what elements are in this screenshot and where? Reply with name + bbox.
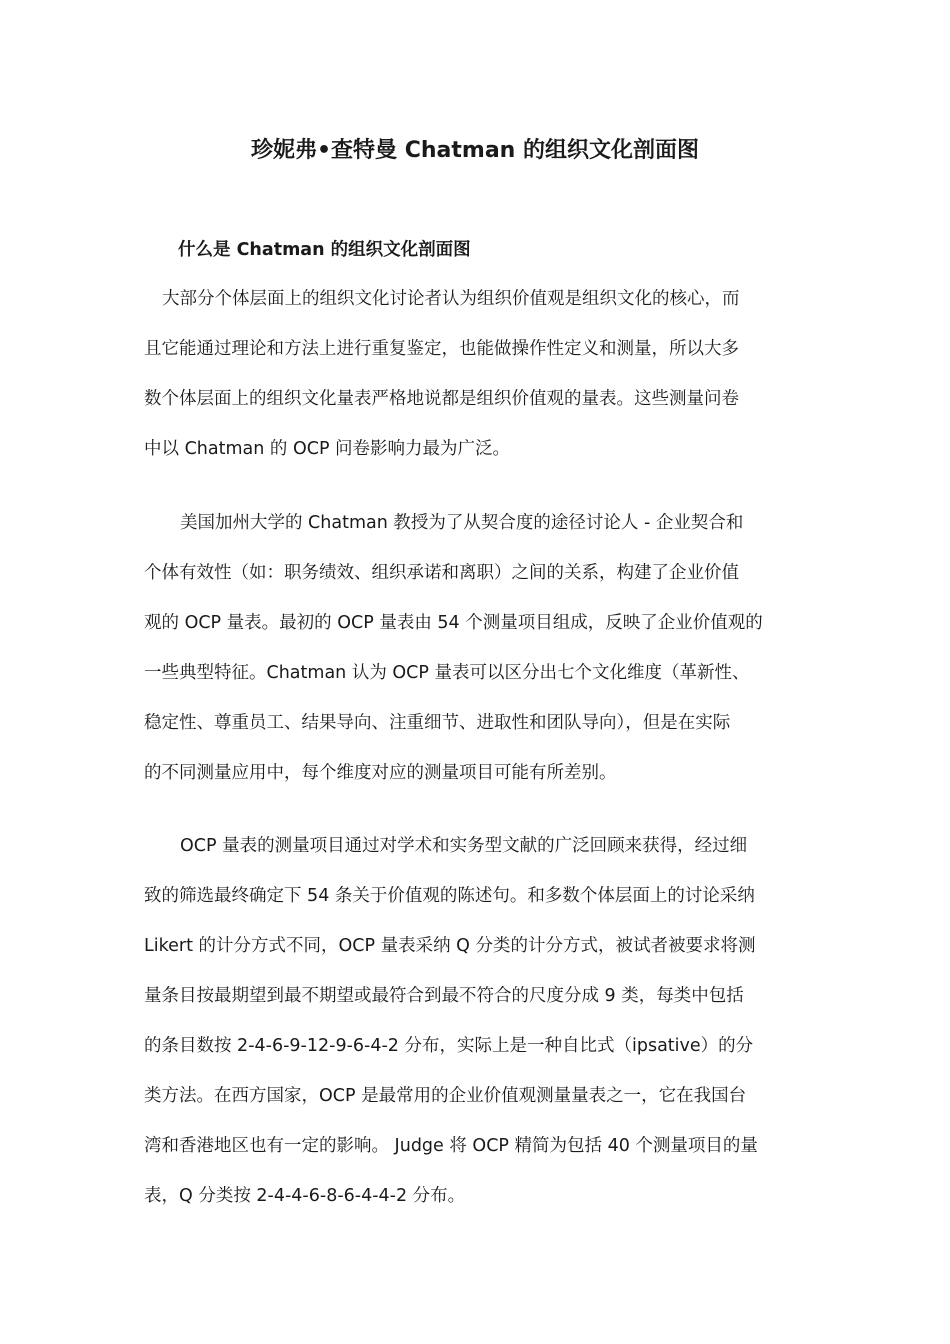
paragraph-line: 量条目按最期望到最不期望或最符合到最不符合的尺度分成 9 类，每类中包括: [144, 986, 744, 1006]
paragraph-line: 稳定性、尊重员工、结果导向、注重细节、进取性和团队导向），但是在实际: [144, 713, 731, 733]
paragraph-2: [144, 508, 810, 808]
paragraph-line: Likert 的计分方式不同，OCP 量表采纳 Q 分类的计分方式，被试者被要求将测: [144, 936, 756, 956]
paragraph-line: 湾和香港地区也有一定的影响。 Judge 将 OCP 精简为包括 40 个测量项目的量: [144, 1136, 758, 1156]
paragraph-line: OCP 量表的测量项目通过对学术和实务型文献的广泛回顾来获得，经过细: [180, 836, 748, 856]
paragraph-line: 的条目数按 2-4-6-9-12-9-6-4-2 分布，实际上是一种自比式（ipsative）的分: [144, 1036, 754, 1056]
paragraph-line: 大部分个体层面上的组织文化讨论者认为组织价值观是组织文化的核心，而: [162, 289, 740, 309]
paragraph-line: 中以 Chatman 的 OCP 问卷影响力最为广泛。: [144, 439, 511, 459]
paragraph-line: 的不同测量应用中，每个维度对应的测量项目可能有所差别。: [144, 763, 617, 783]
paragraph-line: 类方法。在西方国家，OCP 是最常用的企业价值观测量量表之一，它在我国台: [144, 1086, 747, 1106]
paragraph-line: 数个体层面上的组织文化量表严格地说都是组织价值观的量表。这些测量问卷: [144, 389, 739, 409]
paragraph-line: 个体有效性（如：职务绩效、组织承诺和离职）之间的关系，构建了企业价值: [144, 563, 739, 583]
paragraph-line: 美国加州大学的 Chatman 教授为了从契合度的途径讨论人 - 企业契合和: [180, 513, 744, 533]
paragraph-line: 且它能通过理论和方法上进行重复鉴定，也能做操作性定义和测量，所以大多: [144, 339, 739, 359]
paragraph-line: 表，Q 分类按 2-4-4-6-8-6-4-4-2 分布。: [144, 1186, 466, 1206]
document-title: 珍妮弗•查特曼 Chatman 的组织文化剖面图: [251, 138, 699, 163]
paragraph-3: [144, 831, 810, 1231]
paragraph-line: 观的 OCP 量表。最初的 OCP 量表由 54 个测量项目组成，反映了企业价值观的: [144, 613, 763, 633]
paragraph-line: 致的筛选最终确定下 54 条关于价值观的陈述句。和多数个体层面上的讨论采纳: [144, 886, 755, 906]
section-heading: 什么是 Chatman 的组织文化剖面图: [178, 240, 471, 260]
paragraph-1: [144, 284, 810, 484]
paragraph-line: 一些典型特征。Chatman 认为 OCP 量表可以区分出七个文化维度（革新性、: [144, 663, 750, 683]
